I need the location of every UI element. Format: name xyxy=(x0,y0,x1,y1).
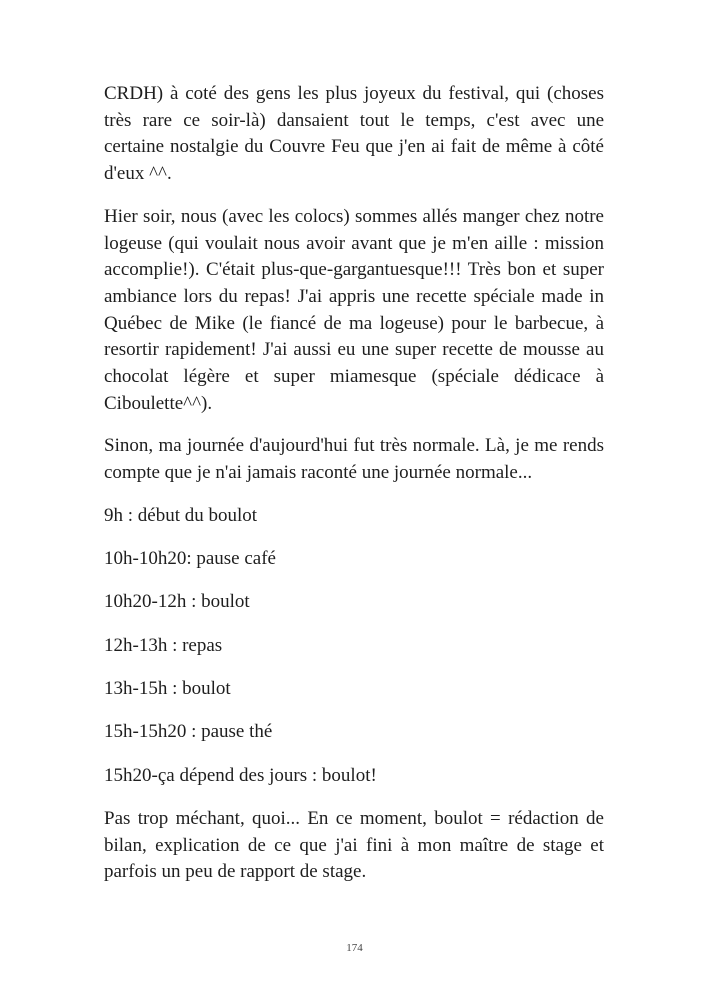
schedule-line: 13h-15h : boulot xyxy=(104,678,231,700)
schedule-line: 10h20-12h : boulot xyxy=(104,591,250,613)
paragraph-normal-day: Sinon, ma journée d'aujourd'hui fut très normale. Là, je me rends compte que je n'ai jamais raconté une journée normale... xyxy=(104,435,604,484)
schedule-line: 9h : début du boulot xyxy=(104,504,258,526)
schedule-line: 15h-15h20 : pause thé xyxy=(104,721,273,743)
paragraph-dinner: Hier soir, nous (avec les colocs) sommes allés manger chez notre logeuse (qui voulait nous avoir avant que je m'en aille : mission accomplie!). C'était plus-que-gargantuesque!!! Très bon et super ambiance lors du repas! J'ai appris une recette spéciale made in Québec de Mike (le fiancé de ma logeuse) pour le barbecue, à resortir rapidement! J'ai aussi eu une super recette de mousse au chocolat légère et super miamesque (spéciale dédicace à Ciboulette^^). xyxy=(104,205,604,414)
body-text xyxy=(104,81,604,902)
paragraph-closing: Pas trop méchant, quoi... En ce moment, boulot = rédaction de bilan, explication de ce que j'ai fini à mon maître de stage et parfois un peu de rapport de stage. xyxy=(104,807,604,883)
page-number: 174 xyxy=(346,942,363,954)
schedule-line: 15h20-ça dépend des jours : boulot! xyxy=(104,764,377,786)
paragraph-festival: CRDH) à coté des gens les plus joyeux du festival, qui (choses très rare ce soir-là) dansaient tout le temps, c'est avec une certaine nostalgie du Couvre Feu que j'en ai fait de même à côté d'eux ^^. xyxy=(104,83,604,185)
schedule-line: 12h-13h : repas xyxy=(104,634,223,656)
schedule-line: 10h-10h20: pause café xyxy=(104,548,276,570)
